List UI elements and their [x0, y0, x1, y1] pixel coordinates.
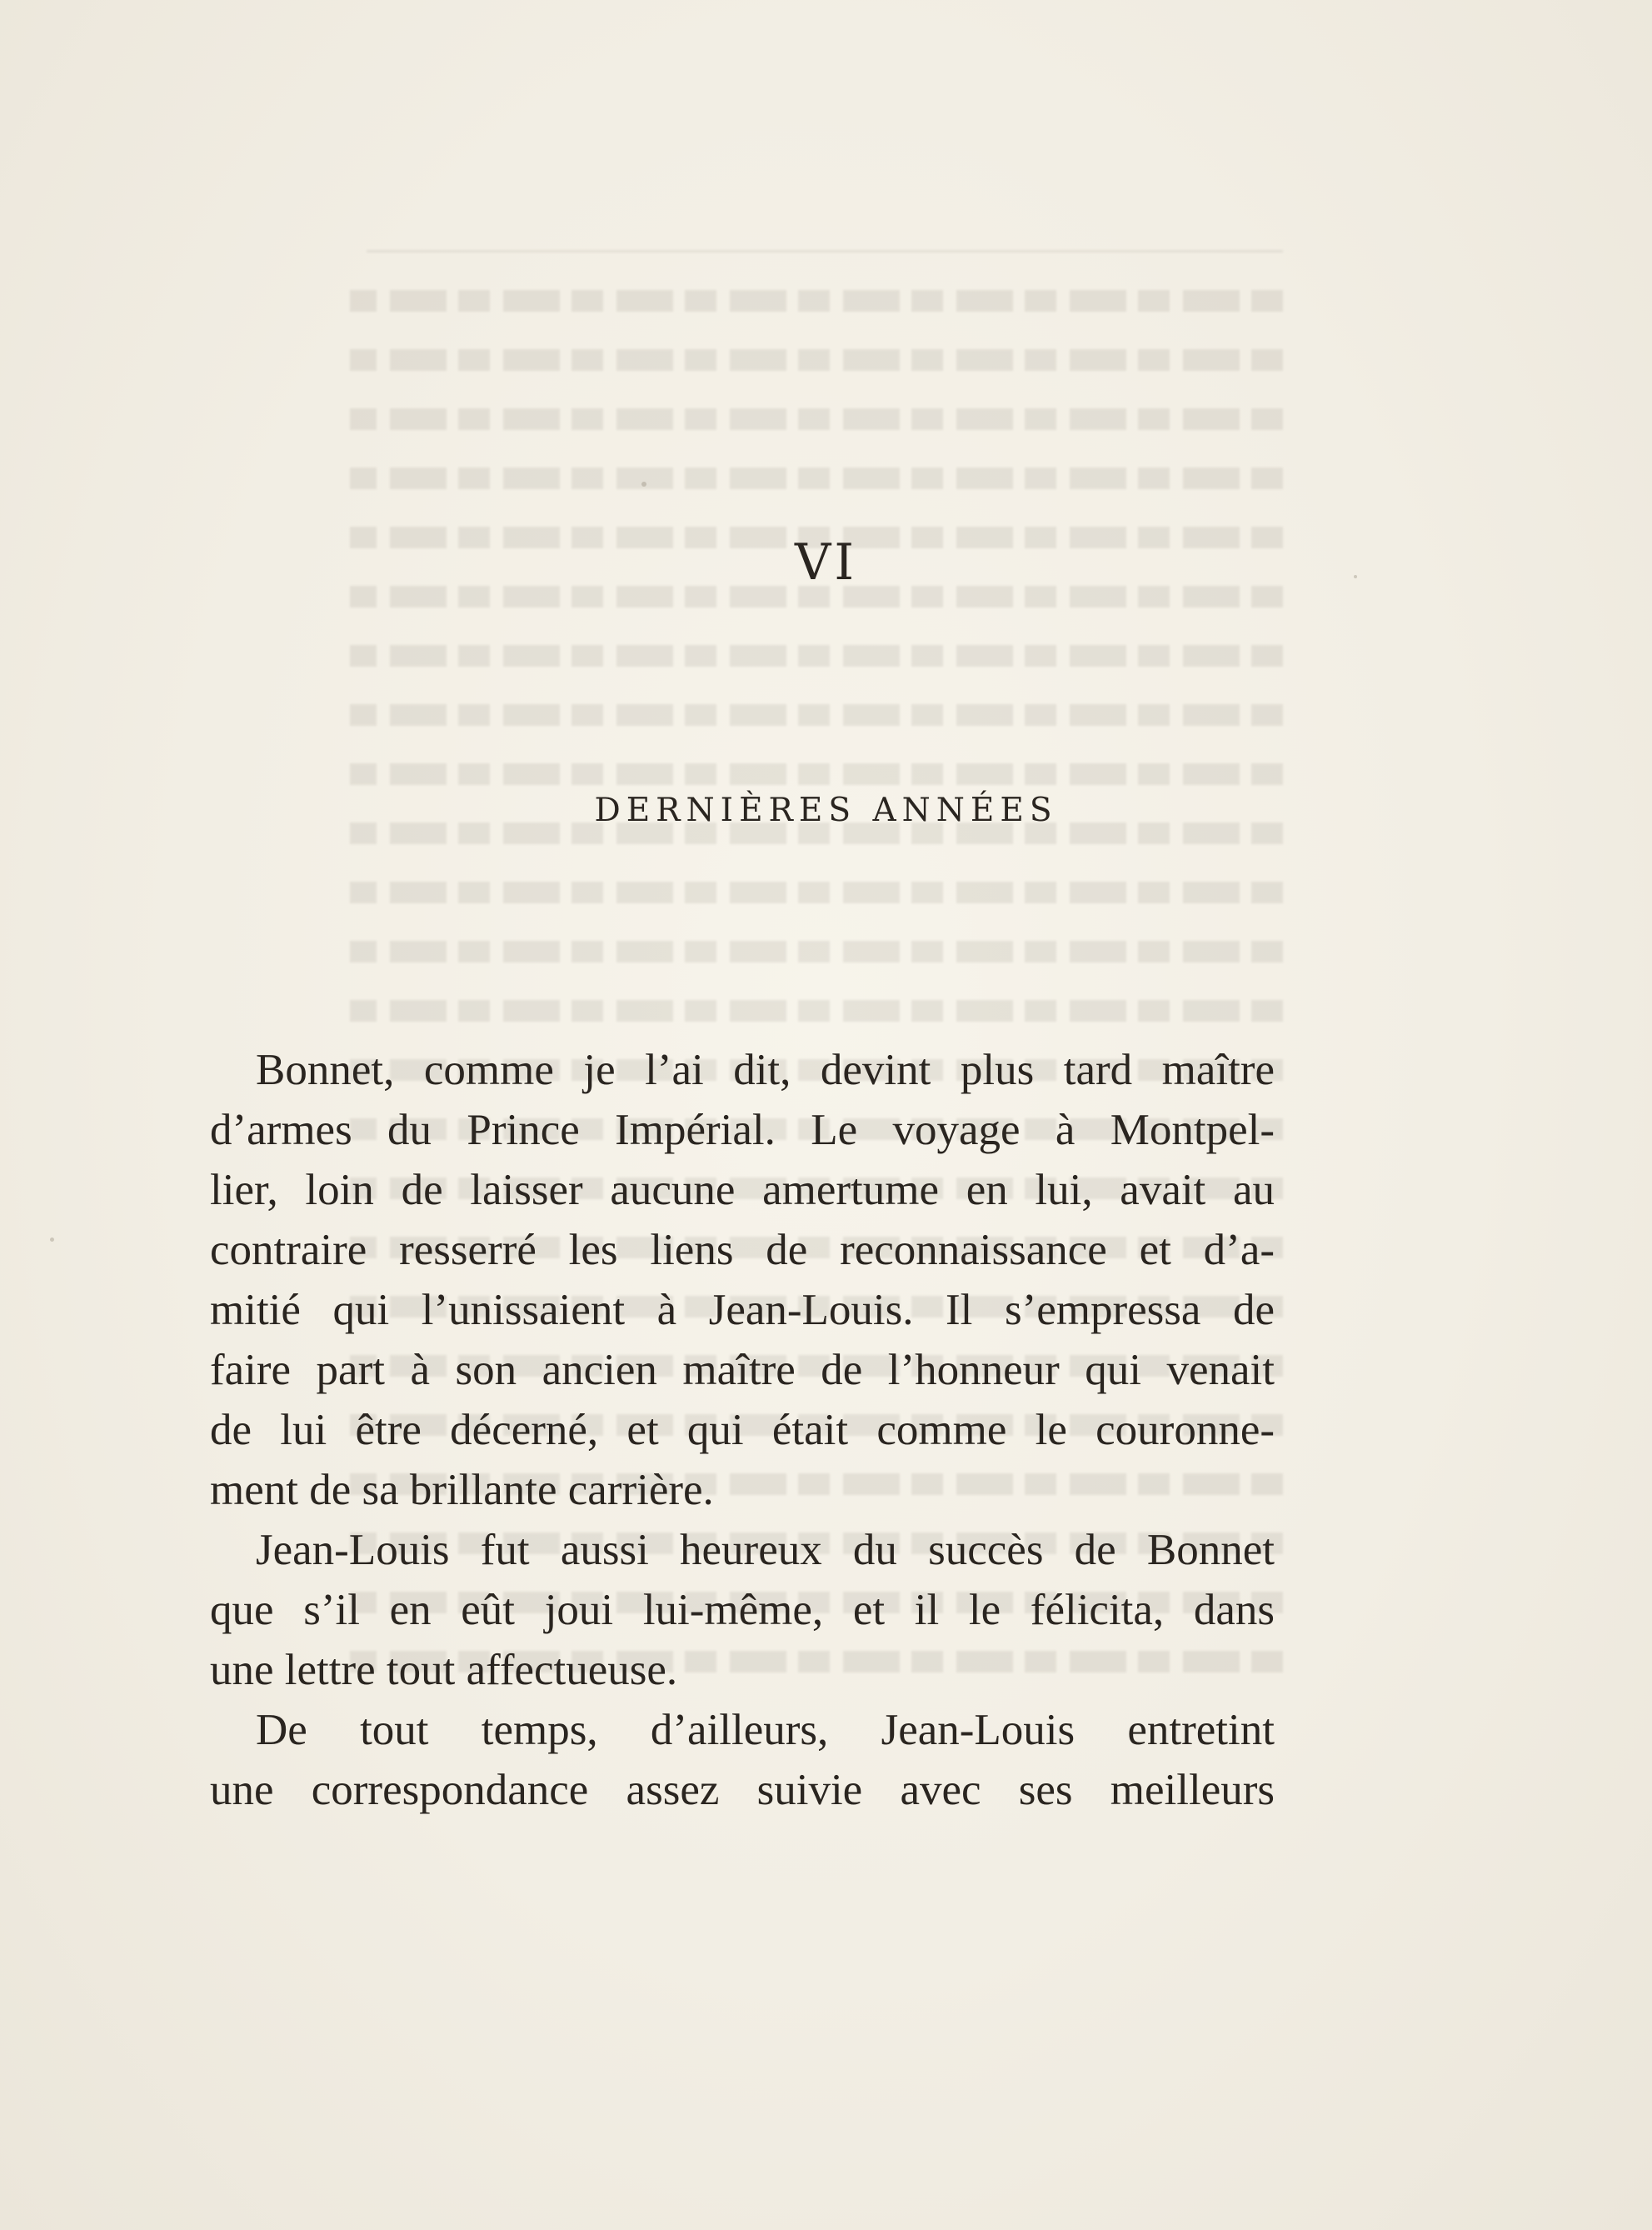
text-line: lier, loin de laisser aucune amertume en lui, avait au — [210, 1166, 1275, 1214]
text-line: mitié qui l’unissaient à Jean-Louis. Il s’empressa de — [210, 1286, 1275, 1334]
text-line: de lui être décerné, et qui était comme le couronne- — [210, 1406, 1275, 1454]
text-line: Jean-Louis fut aussi heureux du succès de Bonnet — [256, 1526, 1275, 1574]
text-line: une correspondance assez suivie avec ses meilleurs — [210, 1766, 1275, 1814]
text-line: une lettre tout affectueuse. — [210, 1646, 678, 1694]
text-line: d’armes du Prince Impérial. Le voyage à Montpel- — [210, 1106, 1275, 1154]
text-line: ment de sa brillante carrière. — [210, 1466, 714, 1514]
text-line: Bonnet, comme je l’ai dit, devint plus tard maître — [256, 1046, 1275, 1094]
chapter-number: VI — [794, 533, 858, 592]
text-line: De tout temps, d’ailleurs, Jean-Louis entretint — [256, 1706, 1275, 1754]
text-line: contraire resserré les liens de reconnaissance et d’a- — [210, 1226, 1275, 1274]
chapter-title: DERNIÈRES ANNÉES — [594, 792, 1058, 829]
text-line: faire part à son ancien maître de l’honneur qui venait — [210, 1346, 1275, 1394]
body-text — [210, 1040, 1275, 1820]
text-line: que s’il en eût joui lui-même, et il le félicita, dans — [210, 1586, 1275, 1634]
